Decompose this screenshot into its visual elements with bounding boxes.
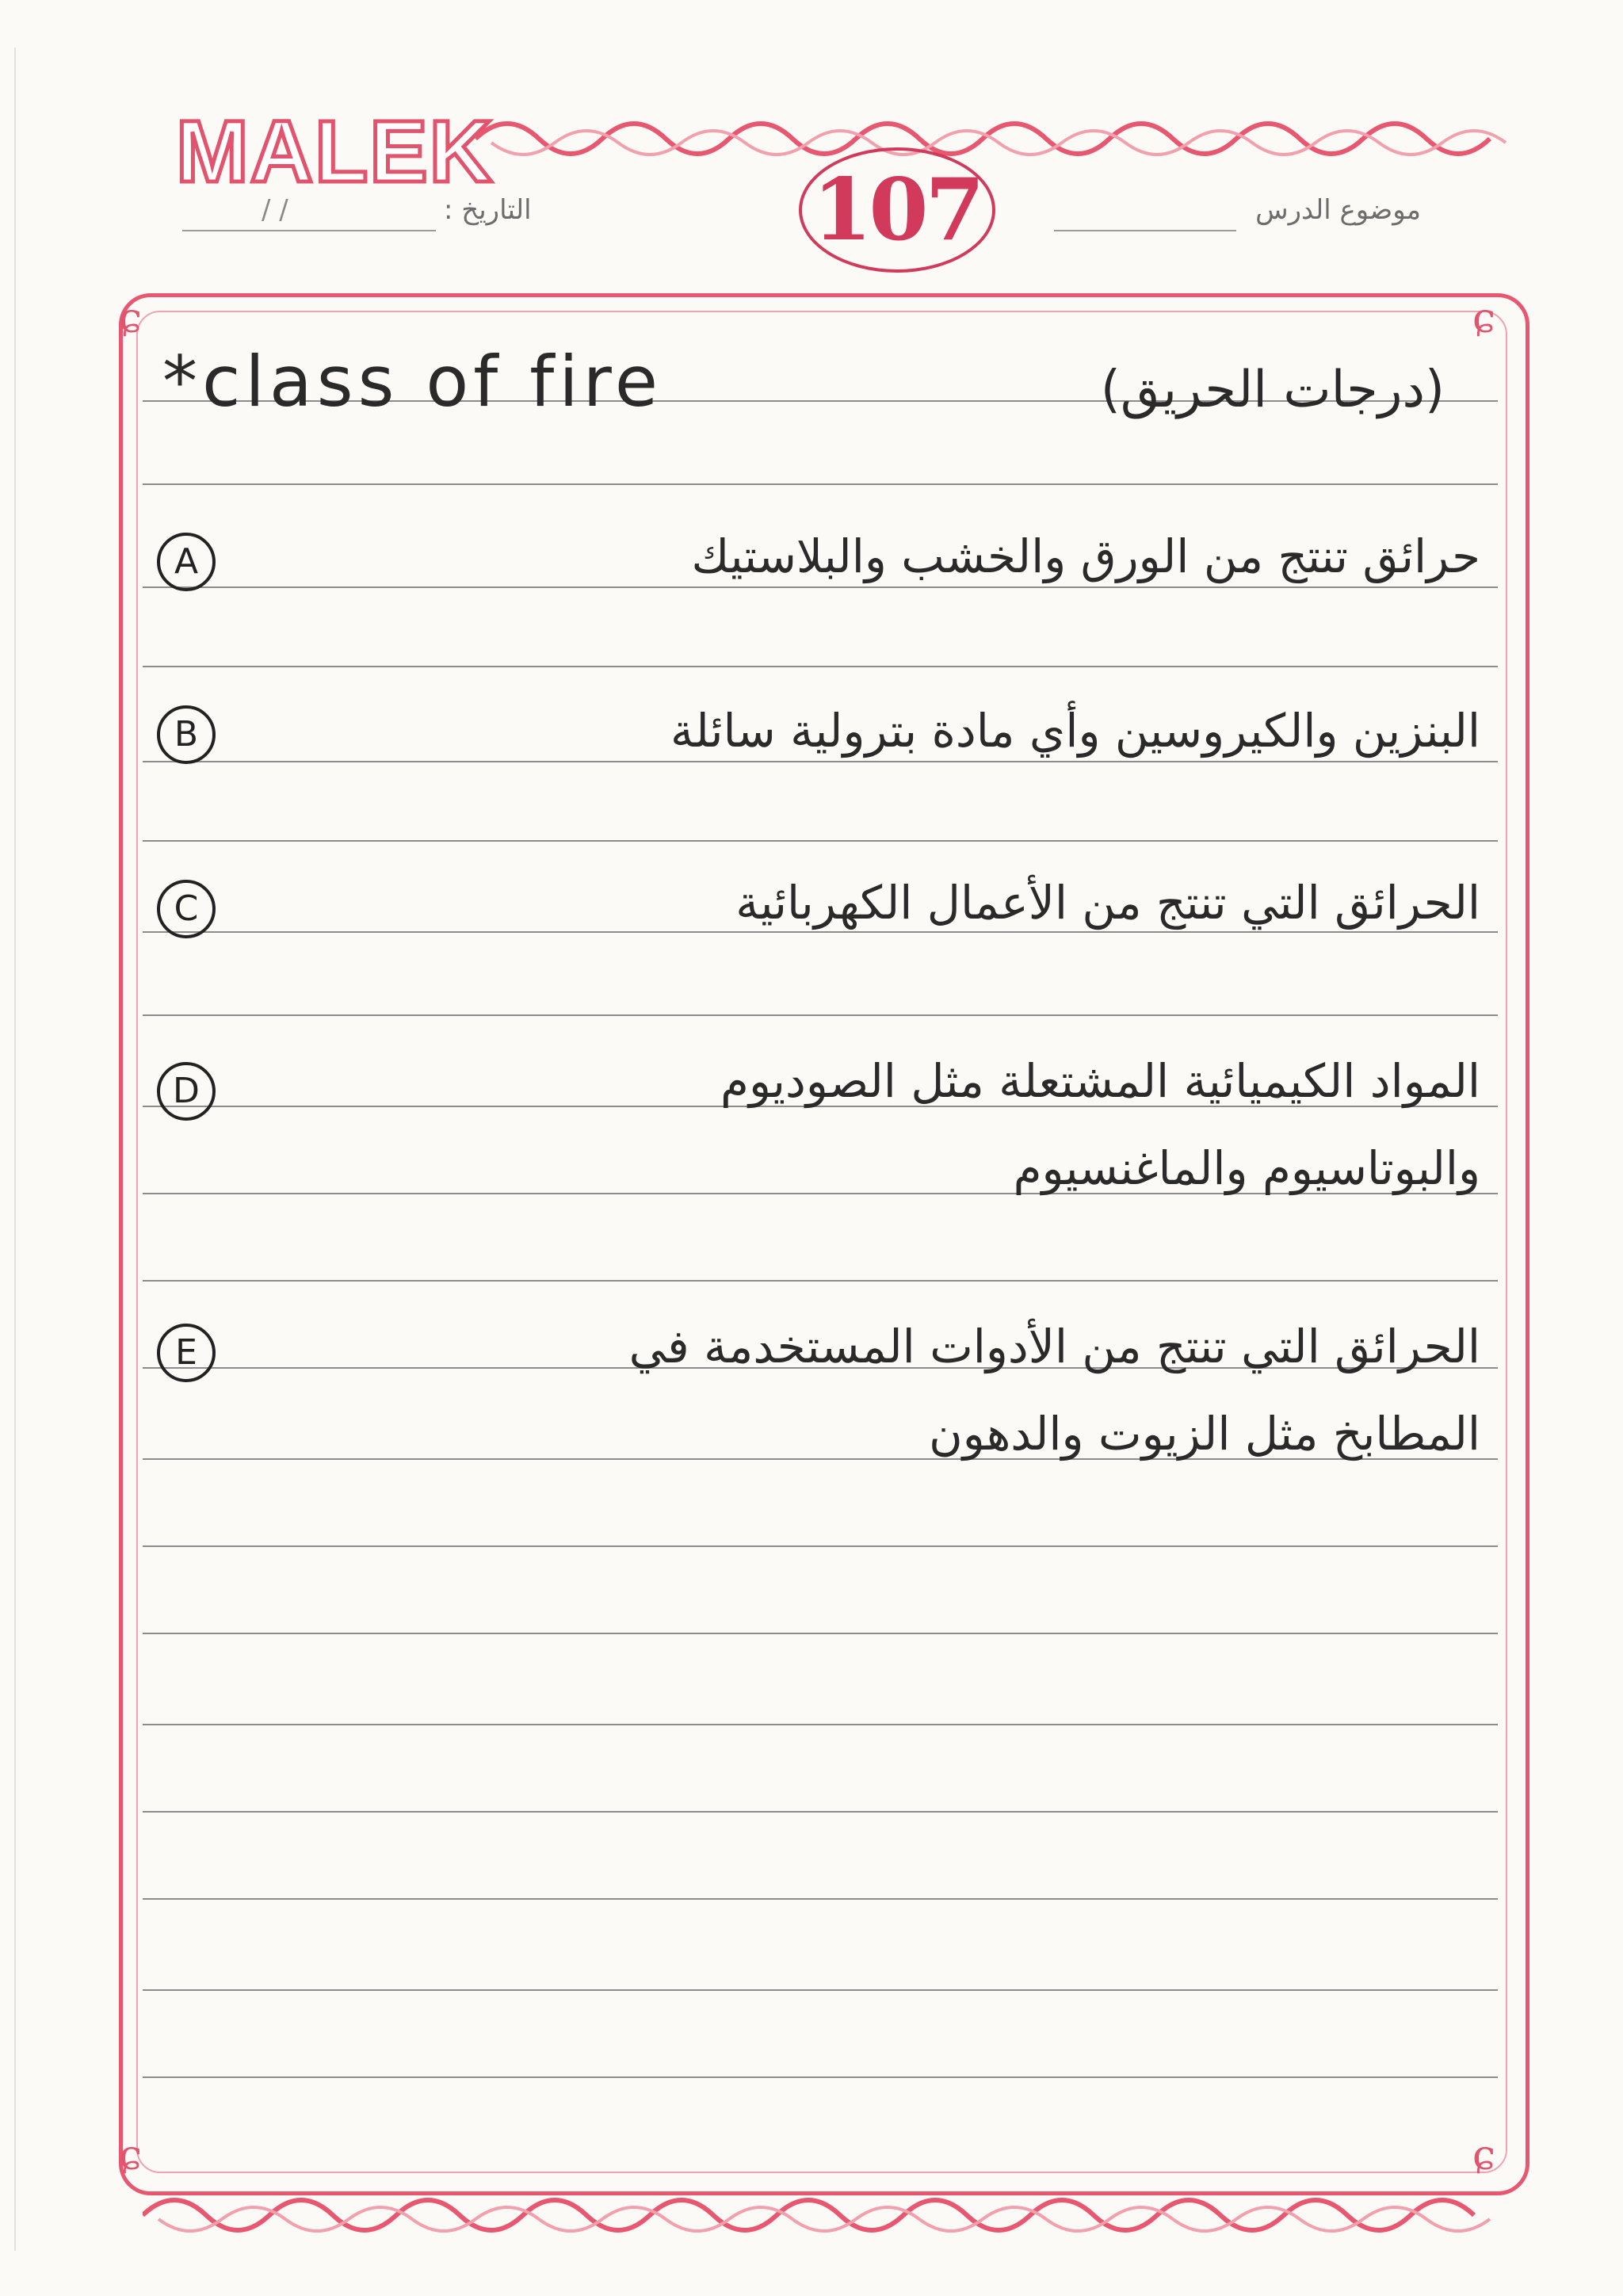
class-e-description-line-1: الحرائق التي تنتج من الأدوات المستخدمة في xyxy=(628,1320,1480,1373)
frame-corner-ornament: ɕ xyxy=(1472,2132,1496,2179)
ruled-line xyxy=(143,1633,1498,1634)
ruled-line xyxy=(143,1014,1498,1016)
ruled-line xyxy=(143,1811,1498,1813)
ruled-line xyxy=(143,931,1498,933)
ruled-line xyxy=(143,1898,1498,1900)
page-edge xyxy=(0,48,16,2251)
ruled-line xyxy=(143,1280,1498,1282)
subject-underline xyxy=(1054,230,1236,231)
ruled-line xyxy=(143,483,1498,485)
class-d-description-line-2: والبوتاسيوم والماغنسيوم xyxy=(1013,1141,1480,1195)
class-badge-e: E xyxy=(157,1324,216,1382)
page-number: 107 xyxy=(799,147,995,273)
heading-arabic: (درجات الحريق) xyxy=(1100,361,1445,419)
class-b-description: البنزين والكيروسين وأي مادة بترولية سائلة xyxy=(670,704,1480,758)
ruled-line xyxy=(143,2076,1498,2078)
frame-corner-ornament: ɕ xyxy=(1472,295,1496,342)
ruled-line xyxy=(143,586,1498,588)
class-badge-d: D xyxy=(157,1062,216,1121)
ruled-line xyxy=(143,1989,1498,1991)
class-a-description: حرائق تنتج من الورق والخشب والبلاستيك xyxy=(691,529,1480,583)
frame-corner-ornament: ɕ xyxy=(119,2132,143,2179)
class-badge-b: B xyxy=(157,705,216,764)
ruled-line xyxy=(143,1724,1498,1725)
ruled-line xyxy=(143,761,1498,762)
class-badge-c: C xyxy=(157,880,216,938)
date-label: التاريخ : xyxy=(444,194,532,226)
date-underline xyxy=(182,230,436,231)
date-separator: / / xyxy=(262,194,288,226)
class-d-description-line-1: المواد الكيميائية المشتعلة مثل الصوديوم xyxy=(720,1054,1480,1108)
frame-corner-ornament: ɕ xyxy=(119,295,143,342)
page-frame-inner xyxy=(136,311,1507,2173)
lesson-subject-label: موضوع الدرس xyxy=(1255,194,1421,226)
ruled-line xyxy=(143,840,1498,842)
decorative-swirl-border-top xyxy=(475,111,1537,166)
ruled-line xyxy=(143,1545,1498,1547)
brand-logo: MALEK xyxy=(176,103,495,201)
class-e-description-line-2: المطابخ مثل الزيوت والدهون xyxy=(929,1407,1480,1461)
heading-english: *class of fire xyxy=(162,341,663,422)
ruled-line xyxy=(143,666,1498,667)
decorative-swirl-border-bottom xyxy=(143,2187,1506,2243)
class-c-description: الحرائق التي تنتج من الأعمال الكهربائية xyxy=(735,876,1480,930)
class-badge-a: A xyxy=(157,533,216,591)
